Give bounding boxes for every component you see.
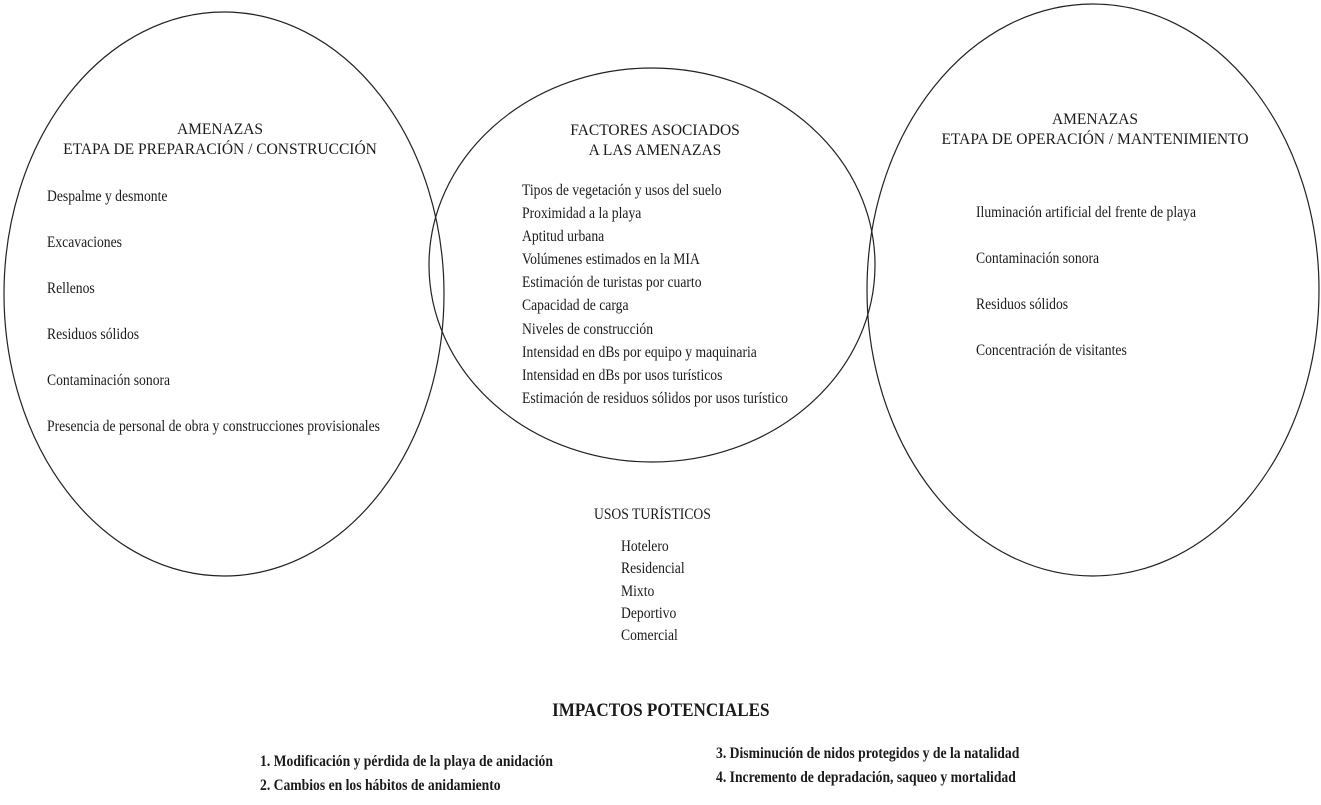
list-item: Mixto xyxy=(621,582,655,600)
right-ellipse-title xyxy=(920,110,1270,150)
list-item: Iluminación artificial del frente de playa xyxy=(976,204,1197,221)
impactos-title xyxy=(0,700,1321,722)
list-item: Rellenos xyxy=(47,280,95,297)
list-item: Capacidad de carga xyxy=(522,297,629,315)
list-item: Estimación de residuos sólidos por usos turístico xyxy=(522,389,788,407)
list-item: Estimación de turistas por cuarto xyxy=(522,274,702,292)
left-ellipse-title xyxy=(40,120,400,160)
list-item: Tipos de vegetación y usos del suelo xyxy=(522,182,722,199)
list-item: Aptitud urbana xyxy=(522,228,605,246)
list-item: Hotelero xyxy=(621,538,669,555)
middle-title-line1: FACTORES ASOCIADOS xyxy=(570,122,740,139)
usos-title-text: USOS TURÍSTICOS xyxy=(594,506,711,523)
list-item: Residuos sólidos xyxy=(47,326,140,343)
left-title-line1: AMENAZAS xyxy=(176,121,264,138)
left-title-line2: ETAPA DE PREPARACIÓN / CONSTRUCCIÓN xyxy=(63,141,377,158)
list-item: Intensidad en dBs por equipo y maquinaria xyxy=(522,343,757,361)
list-item: Concentración de visitantes xyxy=(976,342,1127,359)
middle-title-line2: A LAS AMENAZAS xyxy=(588,142,722,159)
impacts-column-2 xyxy=(716,744,1061,792)
list-item: Contaminación sonora xyxy=(47,372,171,389)
list-item: Deportivo xyxy=(621,604,677,622)
impact-item: 1. Modificación y pérdida de la playa de anidación xyxy=(260,753,553,770)
list-item: Residuos sólidos xyxy=(976,296,1069,313)
list-item: Proximidad a la playa xyxy=(522,205,642,223)
impact-item: 4. Incremento de depradación, saqueo y mortalidad xyxy=(716,769,1016,786)
list-item: Niveles de construcción xyxy=(522,320,654,338)
list-item: Contaminación sonora xyxy=(976,250,1100,267)
left-threats-list xyxy=(47,187,425,463)
list-item: Intensidad en dBs por usos turísticos xyxy=(522,366,723,384)
right-threats-list xyxy=(976,203,1226,387)
impact-item: 3. Disminución de nidos protegidos y de la natalidad xyxy=(716,745,1020,762)
middle-ellipse-title xyxy=(505,121,805,161)
right-title-line2: ETAPA DE OPERACIÓN / MANTENIMIENTO xyxy=(941,131,1249,148)
list-item: Despalme y desmonte xyxy=(47,188,168,205)
impact-item: 2. Cambios en los hábitos de anidamiento xyxy=(260,777,501,794)
factors-list xyxy=(522,181,824,412)
right-title-line1: AMENAZAS xyxy=(1051,111,1139,128)
list-item: Presencia de personal de obra y construcciones provisionales xyxy=(47,418,380,435)
impactos-title-text: IMPACTOS POTENCIALES xyxy=(551,700,770,721)
usos-turisticos-list xyxy=(621,537,693,648)
usos-turisticos-title xyxy=(594,506,727,524)
list-item: Comercial xyxy=(621,627,678,645)
impacts-column-1 xyxy=(260,752,593,800)
list-item: Volúmenes estimados en la MIA xyxy=(522,251,700,269)
list-item: Residencial xyxy=(621,560,685,578)
list-item: Excavaciones xyxy=(47,234,122,251)
